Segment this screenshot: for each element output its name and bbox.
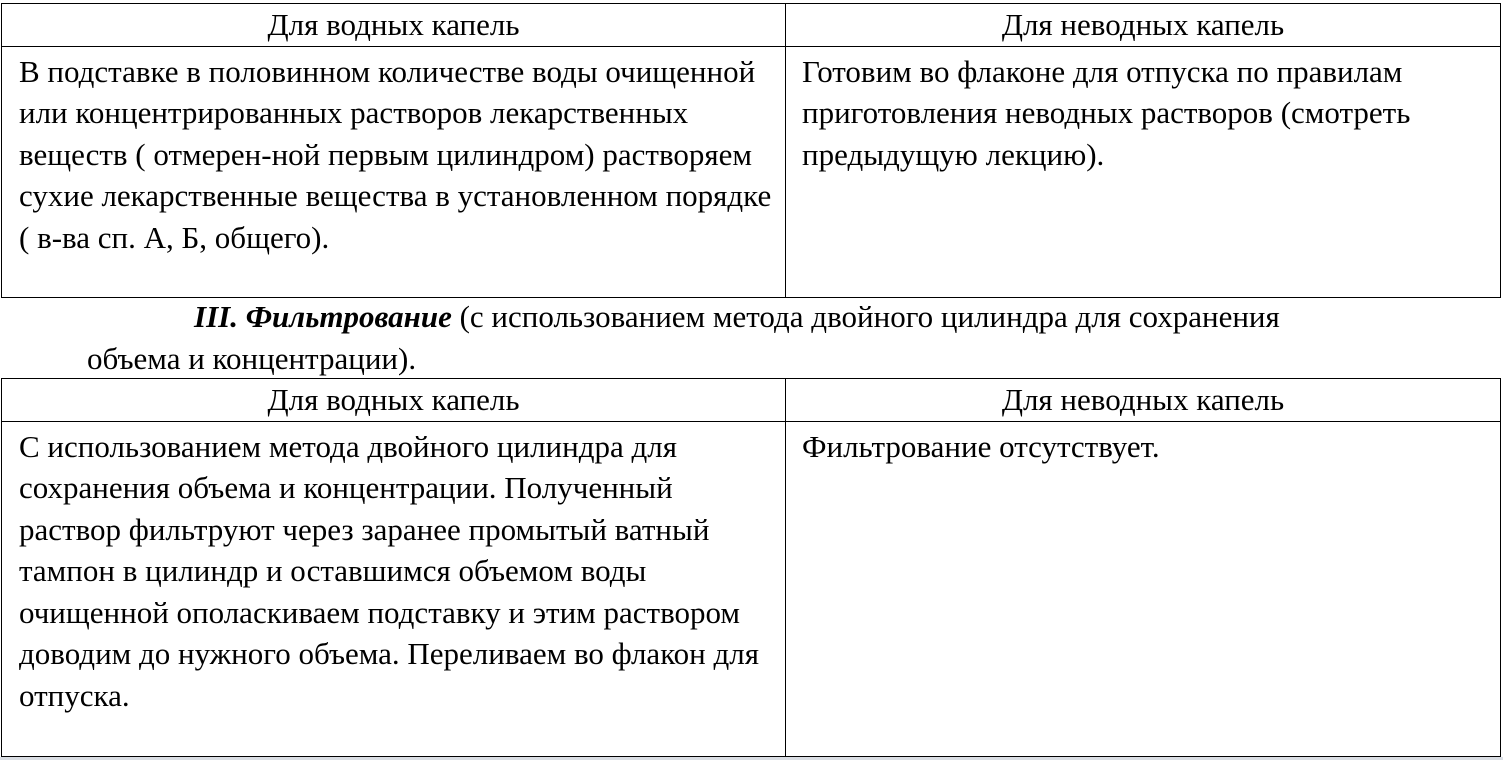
aqueous-drops-text: В подставке в половинном количестве воды очищенной или концентрированных растворов лекарственных веществ ( отмерен-ной первым цилиндром) растворяем сухие лекарственные вещества в установленном порядке ( в-ва сп. А, Б, общего). — [19, 53, 772, 255]
header-nonaqueous-drops: Для неводных капель — [786, 4, 1501, 47]
comparison-table-preparation — [1, 3, 1501, 298]
header-aqueous-drops: Для водных капель — [2, 379, 786, 422]
comparison-table-filtration — [1, 378, 1501, 757]
cell-nonaqueous-drops — [786, 421, 1501, 756]
section-heading-filtration — [0, 296, 1503, 380]
header-aqueous-drops: Для водных капель — [2, 4, 786, 47]
table-header-row — [2, 379, 1501, 422]
section-heading-line-1 — [0, 296, 1503, 338]
nonaqueous-drops-text: Готовим во флаконе для отпуска по правилам приготовления неводных растворов (смотреть предыдущую лекцию). — [802, 53, 1411, 172]
cell-nonaqueous-drops — [786, 46, 1501, 297]
section-description-part-2: объема и концентрации). — [87, 341, 417, 376]
table-header-row — [2, 4, 1501, 47]
section-title: III. Фильтрование — [194, 299, 452, 334]
cell-aqueous-drops — [2, 421, 786, 756]
table-row — [2, 421, 1501, 756]
table-row — [2, 46, 1501, 297]
cell-aqueous-drops — [2, 46, 786, 297]
header-nonaqueous-drops: Для неводных капель — [786, 379, 1501, 422]
section-description-part-1: (с использованием метода двойного цилиндра для сохранения — [451, 299, 1280, 334]
aqueous-drops-text: С использованием метода двойного цилиндра для сохранения объема и концентрации. Полученный раствор фильтруют через заранее промытый ватный тампон в цилиндр и оставшимся объемом воды очищенной ополаскиваем подставку и этим раствором доводим до нужного объема. Переливаем во флакон для отпуска. — [19, 428, 760, 713]
nonaqueous-drops-text: Фильтрование отсутствует. — [802, 428, 1160, 464]
